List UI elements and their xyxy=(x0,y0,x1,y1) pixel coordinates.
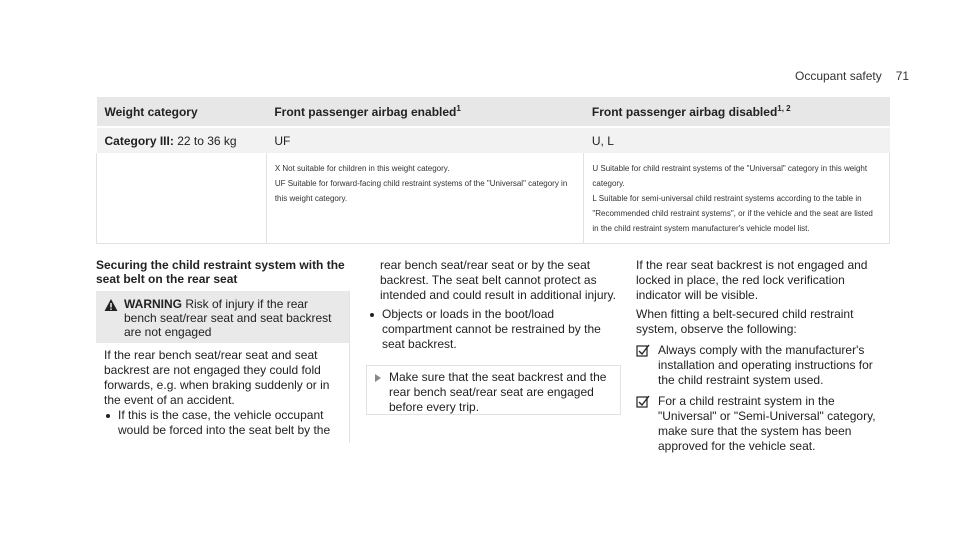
header-weight-category: Weight category xyxy=(97,97,267,127)
warning-label: WARNING xyxy=(124,297,182,311)
continuation-text: rear bench seat/rear seat or by the seat backrest. The seat belt cannot protect as intended and could result in additional injury. xyxy=(380,258,616,302)
section-heading: Securing the child restraint system with the seat belt on the rear seat xyxy=(96,258,345,286)
page-number: 71 xyxy=(895,69,910,83)
checkbox-icon xyxy=(636,344,650,358)
play-icon xyxy=(375,374,381,382)
column-1 xyxy=(96,258,351,286)
checklist-item: Always comply with the manufacturer's installation and operating instructions for the child restraint system used. xyxy=(636,343,891,388)
legend-enabled: X Not suitable for children in this weight category. UF Suitable for forward-facing child restraint systems of the "Universal" category in this weight category. xyxy=(266,153,584,243)
checkbox-icon xyxy=(636,395,650,409)
warning-text: If the rear bench seat/rear seat and seat backrest are not engaged they could fold forwards, e.g. when braking suddenly or in the event of an accident. xyxy=(104,348,330,407)
weight-category-table xyxy=(96,97,890,244)
checklist-item: For a child restraint system in the "Universal" or "Semi-Universal" category, make sure that the system has been approved for the vehicle seat. xyxy=(636,394,891,454)
legend-row xyxy=(97,153,890,243)
enabled-value: UF xyxy=(266,127,584,153)
warning-body xyxy=(96,343,349,443)
header-airbag-enabled: Front passenger airbag enabled$^1$ xyxy=(266,97,584,127)
legend-disabled: U Suitable for child restraint systems of the "Universal" category in this weight category. L Suitable for semi-universal child restraint systems according to the table in "Recommended child restraint systems", or if the vehicle and the seat are listed in the child restraint system manufacturer's vehicle model list. xyxy=(584,153,890,243)
paragraph: When fitting a belt-secured child restraint system, observe the following: xyxy=(636,307,854,336)
disabled-value: U, L xyxy=(584,127,890,153)
list-item: Objects or loads in the boot/load compartment cannot be restrained by the seat backrest. xyxy=(368,307,620,352)
section-title: Occupant safety xyxy=(795,69,882,83)
category-cell: Category III: 22 to 36 kg xyxy=(97,127,267,153)
bullet-icon xyxy=(106,414,110,418)
page-header xyxy=(795,69,909,83)
column-3 xyxy=(636,258,891,454)
paragraph: If the rear seat backrest is not engaged and locked in place, the red lock verification indicator will be visible. xyxy=(636,258,868,302)
warning-header xyxy=(96,291,349,343)
note-text: Make sure that the seat backrest and the rear bench seat/rear seat are engaged before every trip. xyxy=(389,370,607,414)
note-box xyxy=(366,365,621,415)
warning-icon xyxy=(104,298,118,312)
list-item: If this is the case, the vehicle occupant would be forced into the seat belt by the xyxy=(104,408,341,438)
table-row xyxy=(97,127,890,153)
header-airbag-disabled: Front passenger airbag disabled$^{1, 2}$ xyxy=(584,97,890,127)
table-header-row xyxy=(97,97,890,127)
warning-box xyxy=(96,291,350,443)
warning-title: Risk of injury if the rear bench seat/rear seat and seat backrest are not engaged xyxy=(124,297,332,339)
column-2 xyxy=(380,258,620,352)
bullet-icon xyxy=(370,313,374,317)
